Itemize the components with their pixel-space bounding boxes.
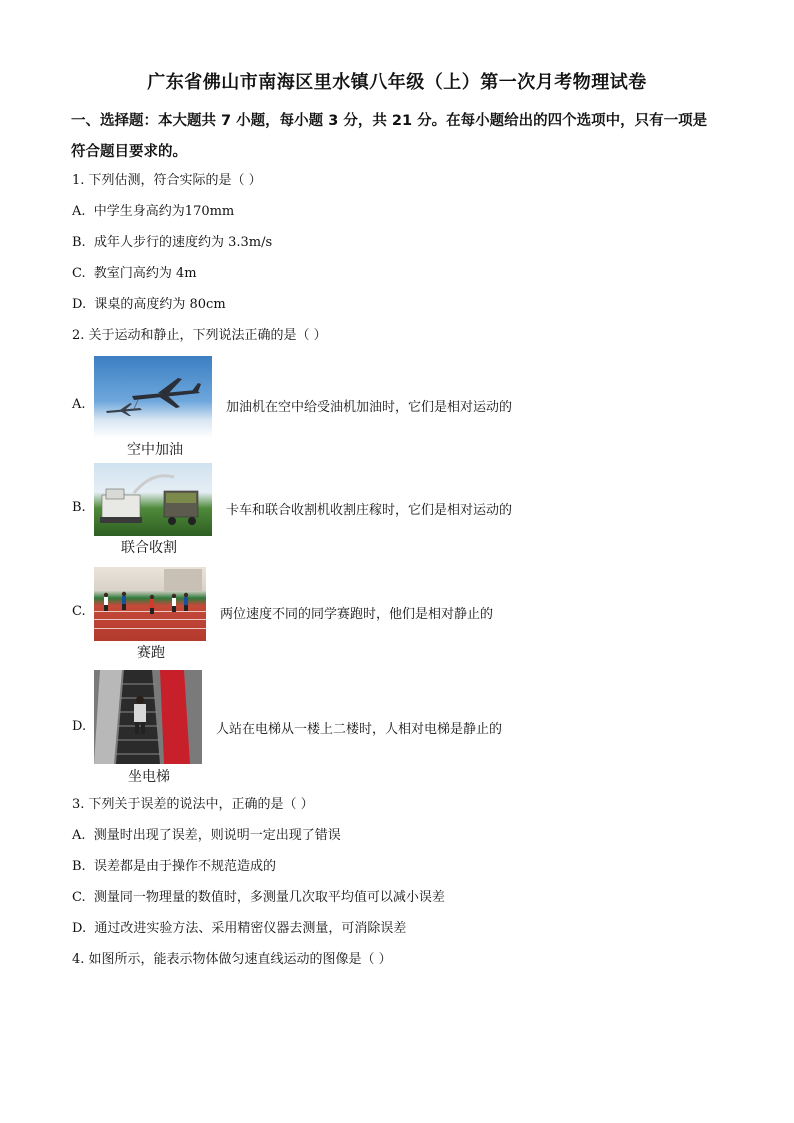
q2-option-b-text: 卡车和联合收割机收割庄稼时，它们是相对运动的 [226,503,513,518]
q2-option-b-letter: B. [72,500,86,515]
q2-option-c-text: 两位速度不同的同学赛跑时，他们是相对静止的 [220,607,494,622]
q3-option-d [72,920,406,938]
option-letter: D. [72,297,87,312]
option-letter: B. [72,235,86,250]
escalator-image [94,670,202,764]
question-2-stem: 2. 关于运动和静止，下列说法正确的是（ ） [72,328,327,343]
q1-option-b [72,234,272,252]
option-letter: D. [72,921,87,936]
page-title: 广东省佛山市南海区里水镇八年级（上）第一次月考物理试卷 [147,72,647,93]
option-text: 通过改进实验方法、采用精密仪器去测量，可消除误差 [94,921,407,936]
q2-option-d-caption: 坐电梯 [128,769,170,785]
q2-option-d-text: 人站在电梯从一楼上二楼时，人相对电梯是静止的 [216,722,503,737]
option-text: 测量时出现了误差，则说明一定出现了错误 [93,828,341,843]
q2-option-b-caption: 联合收割 [121,540,177,556]
q2-option-a-caption: 空中加油 [127,442,183,458]
airplane-icon [94,356,212,438]
q1-option-a [72,203,234,221]
q2-option-c-caption: 赛跑 [137,645,165,661]
q2-option-d-letter: D. [72,719,87,734]
option-letter: A. [72,828,86,843]
running-race-image [94,567,206,641]
question-4-stem: 4. 如图所示，能表示物体做匀速直线运动的图像是（ ） [72,952,392,967]
option-text: 教室门高约为 4m [93,266,197,281]
q3-option-b [72,858,276,876]
section-heading: 一、选择题：本大题共 7 小题，每小题 3 分，共 21 分。在每小题给出的四个选项中，只有一项是符合题目要求的。 [71,113,708,160]
option-letter: B. [72,859,86,874]
harvester-icon [94,463,212,536]
option-letter: C. [72,266,86,281]
q2-option-a-text: 加油机在空中给受油机加油时，它们是相对运动的 [226,400,513,415]
q1-option-d [72,296,226,314]
q2-option-a-letter: A. [72,397,86,412]
aerial-refueling-image [94,356,212,438]
question-3-stem: 3. 下列关于误差的说法中，正确的是（ ） [72,797,314,812]
q3-option-a [72,827,341,845]
option-letter: C. [72,890,86,905]
option-letter: A. [72,204,86,219]
option-text: 课桌的高度约为 80cm [94,297,226,312]
q2-option-c-letter: C. [72,604,86,619]
q1-option-c [72,265,197,283]
q3-option-c [72,889,445,907]
option-text: 成年人步行的速度约为 3.3m/s [93,235,273,250]
question-1-stem: 1. 下列估测，符合实际的是（ ） [72,173,262,188]
runners-icon [94,567,206,641]
option-text: 误差都是由于操作不规范造成的 [93,859,276,874]
option-text: 测量同一物理量的数值时，多测量几次取平均值可以减小误差 [93,890,445,905]
combine-harvester-image [94,463,212,536]
escalator-icon [94,670,202,764]
option-text: 中学生身高约为170mm [93,204,235,219]
